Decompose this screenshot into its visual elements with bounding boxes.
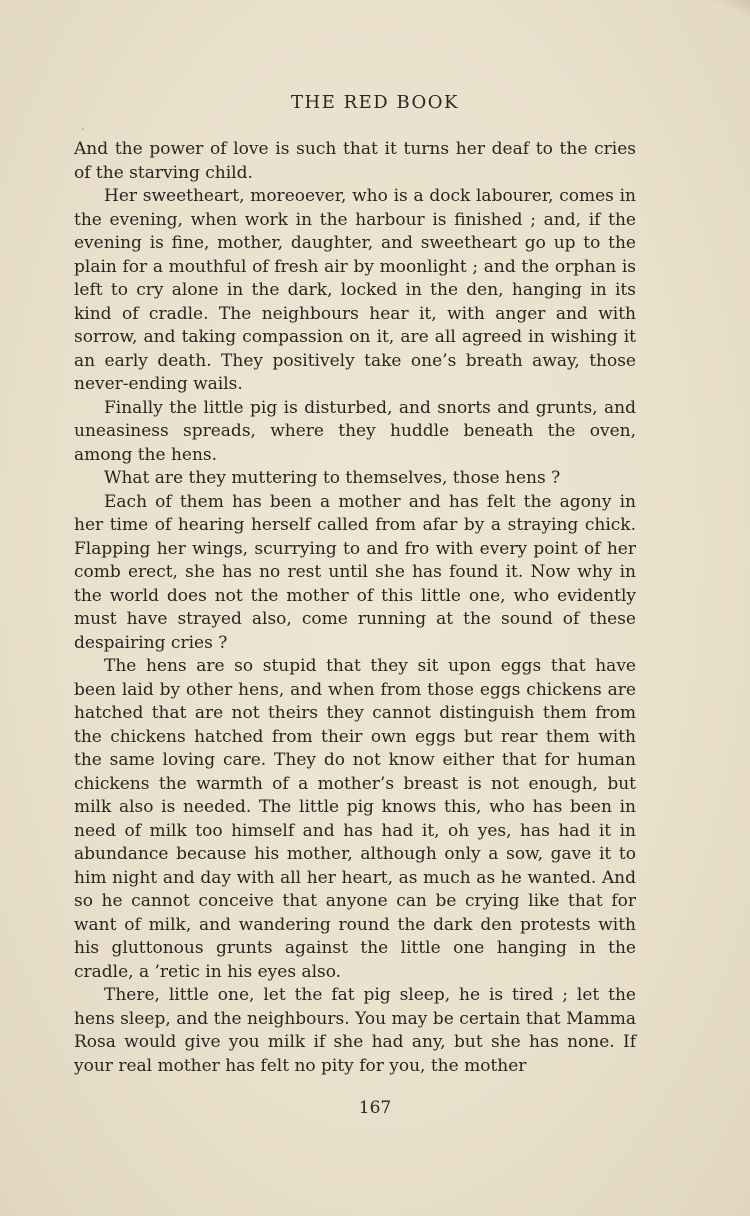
paragraph: Each of them has been a mother and has felt the agony in her time of hearing herself called from afar by a straying chick. Flapping her wings, scurrying to and fro with every point of her comb erect, she has no rest until she has found it. Now why in the world does not the mother of this little one, who evidently must have strayed also, come running at the sound of these despairing cries ? xyxy=(74,491,636,653)
page-corner xyxy=(704,0,750,22)
body-text xyxy=(74,138,636,1078)
paragraph: Her sweetheart, moreoever, who is a dock labourer, comes in the evening, when work in the harbour is finished ; and, if the evening is fine, mother, daughter, and sweetheart go up to the plain for a mouthful of fresh air by moonlight ; and the orphan is left to cry alone in the dark, locked in the den, hanging in its kind of cradle. The neighbours hear it, with anger and with sorrow, and taking compassion on it, are all agreed in wishing it an early death. They positively take one’s breath away, those never-ending wails. xyxy=(74,186,636,394)
paragraph: Finally the little pig is disturbed, and snorts and grunts, and uneasiness spreads, where they huddle beneath the oven, among the hens. xyxy=(74,397,636,465)
paragraph: And the power of love is such that it turns her deaf to the cries of the starving child. xyxy=(74,139,636,183)
page-number: 167 xyxy=(358,1098,392,1118)
paragraph: What are they muttering to themselves, those hens ? xyxy=(104,468,561,488)
paper-speck xyxy=(82,128,84,130)
paragraph: There, little one, let the fat pig sleep, he is tired ; let the hens sleep, and the neighbours. You may be certain that Mamma Rosa would give you milk if she had any, but she has none. If your real mother has felt no pity for you, the mother xyxy=(74,985,636,1076)
paragraph: The hens are so stupid that they sit upon eggs that have been laid by other hens, and when from those eggs chickens are hatched that are not theirs they cannot distinguish them from the chickens hatched from their own eggs but rear them with the same loving care. They do not know either that for human chickens the warmth of a mother’s breast is not enough, but milk also is needed. The little pig knows this, who has been in need of milk too himself and has had it, oh yes, has had it in abundance because his mother, although only a sow, gave it to him night and day with all her heart, as much as he wanted. And so he cannot conceive that anyone can be crying like that for want of milk, and wandering round the dark den protests with his gluttonous grunts against the little one hanging in the cradle, a ’retic in his eyes also. xyxy=(74,656,636,982)
running-head: THE RED BOOK xyxy=(291,92,459,113)
